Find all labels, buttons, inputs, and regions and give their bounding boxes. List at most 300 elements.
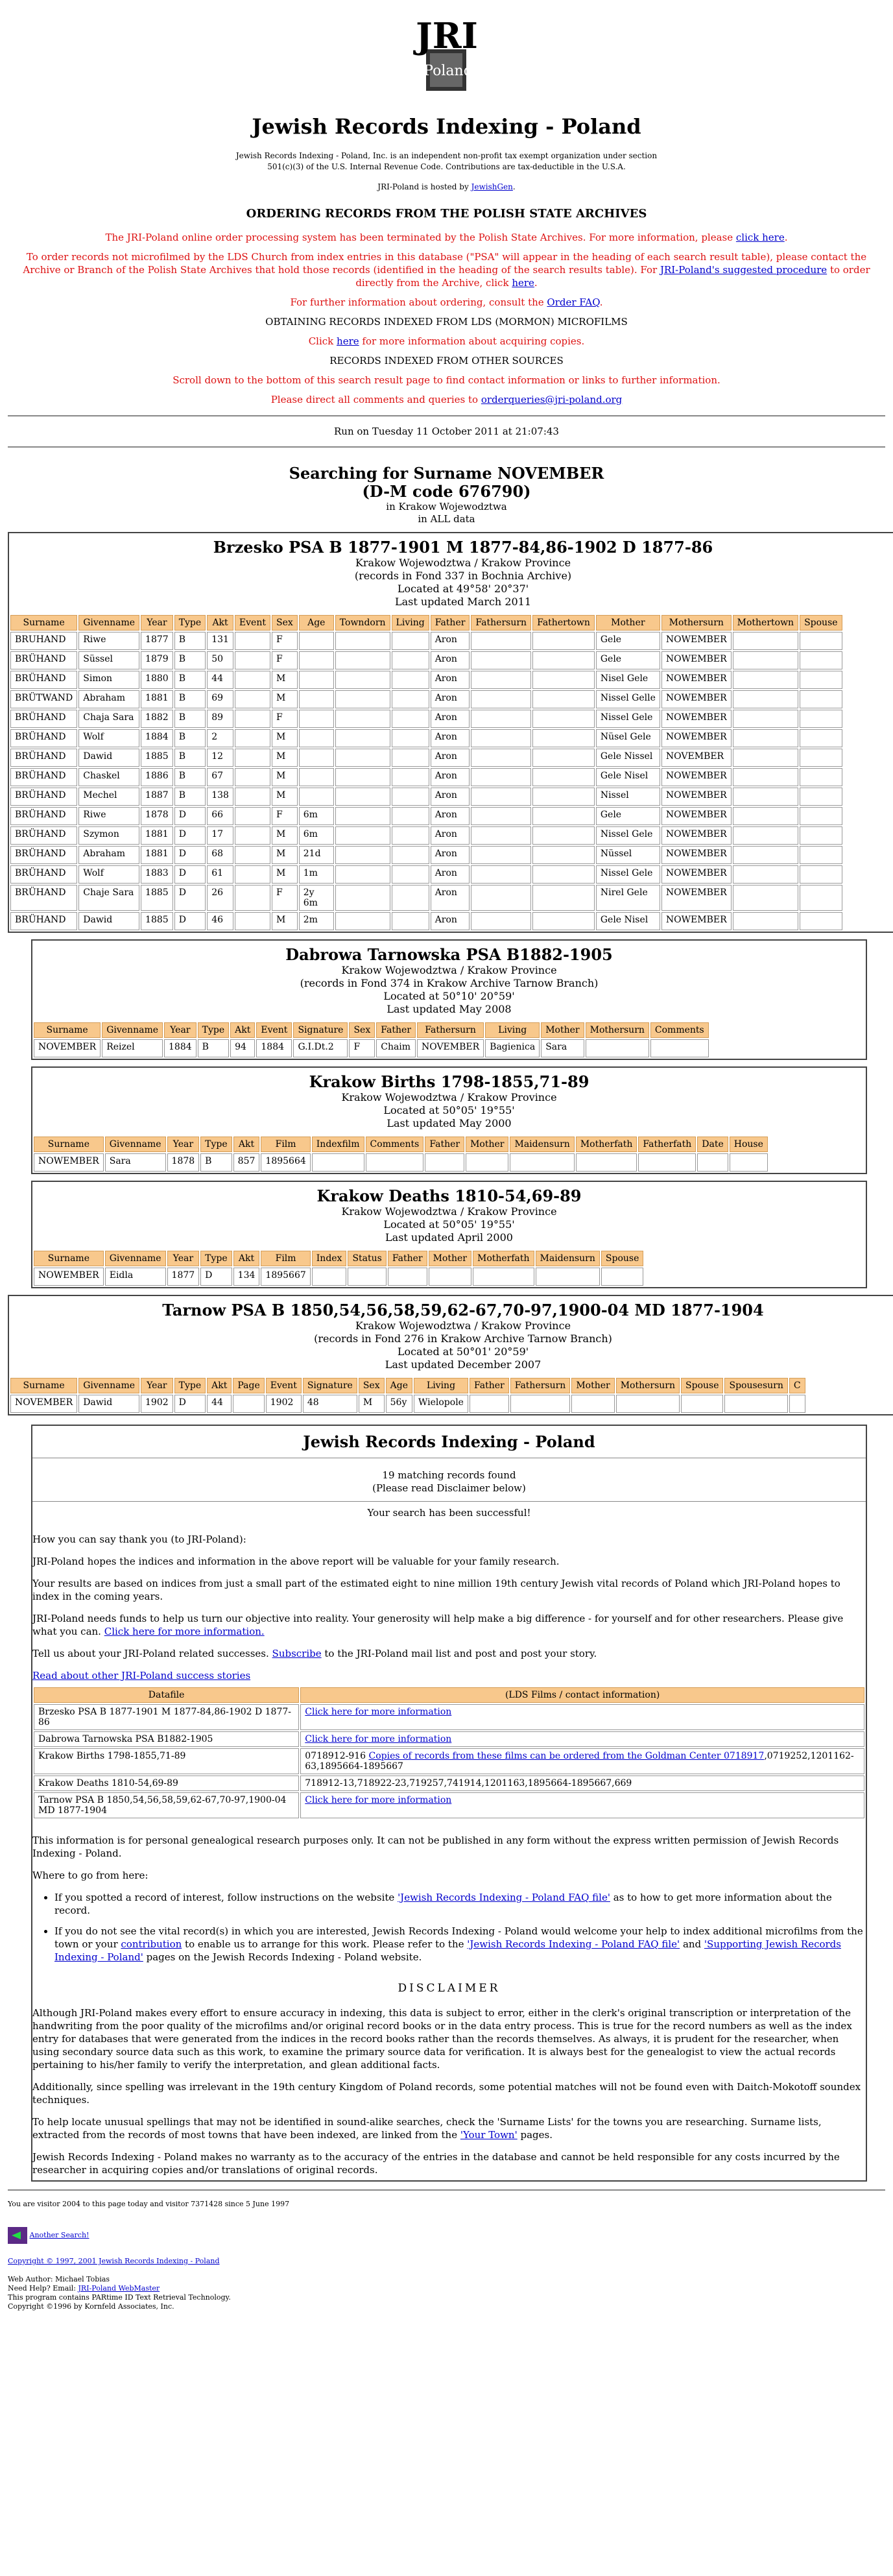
column-header: Type — [200, 1137, 232, 1152]
li1-text-a: If you spotted a record of interest, follow instructions on the website — [54, 1892, 398, 1903]
table-cell: Gele Nisel — [596, 912, 660, 930]
thank-you-question: How you can say thank you (to JRI-Poland): — [32, 1534, 246, 1545]
datafile-info-link[interactable]: Click here for more information — [305, 1707, 452, 1717]
disclaimer-p4: Jewish Records Indexing - Poland makes no warranty as to the accuracy of the entries in the database and cannot be held responsible for any costs incurred by the researcher in acquiring copies and/or translations of original records. — [32, 2151, 840, 2176]
table-cell — [800, 826, 842, 845]
table-cell — [733, 651, 798, 669]
table-cell: 1884 — [141, 729, 173, 747]
block-updated: Last updated December 2007 — [385, 1358, 542, 1371]
column-header: Motherfath — [576, 1137, 637, 1152]
table-cell: 6m — [299, 826, 334, 845]
table-cell: Nissel Gele — [596, 826, 660, 845]
table-row — [10, 651, 842, 669]
table-cell: 12 — [207, 749, 233, 767]
column-header: Surname — [34, 1251, 104, 1266]
table-cell — [510, 1153, 574, 1172]
table-cell — [789, 1395, 805, 1413]
table-cell — [335, 651, 390, 669]
table-cell — [299, 788, 334, 806]
table-cell: Aron — [431, 846, 470, 864]
column-header: Date — [697, 1137, 728, 1152]
table-cell: Nüssel — [596, 846, 660, 864]
table-cell — [800, 807, 842, 825]
table-cell: NOWEMBER — [661, 885, 732, 911]
block-updated: Last updated March 2011 — [394, 596, 532, 608]
donate-info-link[interactable]: Click here for more information. — [104, 1626, 265, 1637]
page-footer — [0, 2200, 893, 2311]
table-cell: M — [272, 788, 298, 806]
table-cell: Aron — [431, 651, 470, 669]
table-cell: Sara — [541, 1039, 584, 1057]
table-cell: BRÜHAND — [10, 885, 77, 911]
table-cell — [733, 912, 798, 930]
table-cell: Aron — [431, 690, 470, 708]
list-item — [54, 1925, 866, 1964]
copyright-link[interactable]: Copyright © 1997, 2001 Jewish Records Indexing - Poland — [8, 2257, 220, 2265]
ordering-p1 — [0, 231, 893, 244]
table-cell — [800, 690, 842, 708]
film-numbers: 0718912-916 — [305, 1751, 369, 1761]
table-cell: 1877 — [167, 1268, 200, 1286]
table-cell — [429, 1268, 471, 1286]
table-cell — [730, 1153, 768, 1172]
column-header: Year — [167, 1137, 200, 1152]
column-header: Surname — [10, 615, 77, 631]
contribution-link[interactable]: contribution — [121, 1938, 182, 1950]
column-header: Film — [261, 1251, 310, 1266]
another-search-row — [8, 2227, 885, 2244]
table-cell: Nüsel Gele — [596, 729, 660, 747]
ordering-p3 — [0, 296, 893, 309]
your-town-link[interactable]: 'Your Town' — [460, 2129, 518, 2141]
table-row — [34, 1268, 643, 1286]
table-cell — [235, 729, 270, 747]
table-cell: Abraham — [78, 846, 139, 864]
table-cell: BRÜHAND — [10, 729, 77, 747]
column-header: Sex — [349, 1022, 375, 1038]
block-meta — [32, 1205, 866, 1244]
table-cell — [425, 1153, 464, 1172]
table-cell: Aron — [431, 788, 470, 806]
table-row — [10, 807, 842, 825]
divider — [8, 2189, 885, 2191]
success-stories-link[interactable]: Read about other JRI-Poland success stories — [32, 1670, 251, 1681]
column-header: Status — [348, 1251, 386, 1266]
table-cell: 1882 — [141, 710, 173, 728]
table-cell: M — [272, 671, 298, 689]
ordering-p4-text2: for more information about acquiring copies. — [359, 335, 585, 347]
film-numbers-tail: ,0719252,1201162-63,1895664-1895667 — [305, 1751, 854, 1772]
column-header: Year — [141, 615, 173, 631]
table-cell: 50 — [207, 651, 233, 669]
table-cell — [335, 671, 390, 689]
back-arrow-icon[interactable] — [8, 2227, 27, 2244]
column-header: Spousesurn — [724, 1378, 787, 1393]
datafile-info — [300, 1792, 864, 1818]
records-table — [9, 614, 844, 932]
webmaster-link[interactable]: JRI-Poland WebMaster — [78, 2284, 160, 2293]
column-header: Mother — [596, 615, 660, 631]
column-header: Father — [425, 1137, 464, 1152]
datafile-info-link[interactable]: Click here for more information — [305, 1734, 452, 1744]
table-cell: M — [272, 912, 298, 930]
table-cell: G.I.Dt.2 — [293, 1039, 348, 1057]
table-cell: BRÜHAND — [10, 710, 77, 728]
table-cell: M — [359, 1395, 385, 1413]
datafile-name: Brzesko PSA B 1877-1901 M 1877-84,86-1902 D 1877-86 — [34, 1704, 299, 1730]
table-cell — [536, 1268, 600, 1286]
table-cell: F — [272, 885, 298, 911]
table-cell: 1887 — [141, 788, 173, 806]
column-header: Sex — [359, 1378, 385, 1393]
table-row — [10, 865, 842, 884]
table-cell — [733, 846, 798, 864]
table-cell: NOWEMBER — [661, 632, 732, 650]
table-cell: Gele Nissel — [596, 749, 660, 767]
table-cell: Gele — [596, 651, 660, 669]
table-cell — [471, 912, 531, 930]
table-cell — [235, 651, 270, 669]
table-cell: BRÜHAND — [10, 865, 77, 884]
table-cell — [733, 768, 798, 786]
search-summary — [0, 464, 893, 525]
table-cell — [392, 651, 429, 669]
column-header: Event — [266, 1378, 302, 1393]
table-cell — [471, 826, 531, 845]
psa-click-here-link[interactable]: click here — [735, 232, 785, 243]
table-row — [34, 1748, 864, 1774]
table-cell: Aron — [431, 807, 470, 825]
table-cell — [471, 865, 531, 884]
table-cell: 1880 — [141, 671, 173, 689]
thank-you-p4-end: to the JRI-Poland mail list and post and post your story. — [321, 1648, 597, 1659]
table-cell — [800, 788, 842, 806]
table-cell: Gele — [596, 807, 660, 825]
block-province: Krakow Wojewodztwa / Krakow Province — [355, 1319, 571, 1332]
table-cell: Nisel Gele — [596, 671, 660, 689]
order-direct-here-link[interactable]: here — [512, 277, 534, 289]
column-header: Father — [376, 1022, 416, 1038]
column-header: Akt — [207, 1378, 232, 1393]
table-cell — [532, 846, 595, 864]
ordering-section — [0, 207, 893, 406]
column-header: Page — [233, 1378, 264, 1393]
order-faq-link[interactable]: Order FAQ — [547, 296, 600, 308]
column-header: Mothersurn — [661, 615, 732, 631]
table-cell — [681, 1395, 723, 1413]
jri-poland-logo[interactable] — [401, 4, 492, 101]
table-cell — [733, 749, 798, 767]
table-cell: D — [174, 826, 206, 845]
disclaimer-note: (Please read Disclaimer below) — [372, 1482, 526, 1494]
column-header: Givenname — [78, 615, 139, 631]
ordering-p2-mid: to order directly from the Archive, click — [355, 264, 870, 289]
table-cell — [335, 710, 390, 728]
table-cell: BRÜTWAND — [10, 690, 77, 708]
lds-films-column-header: (LDS Films / contact information) — [300, 1687, 864, 1703]
search-scope: in ALL data — [418, 513, 475, 525]
thank-you-p3-text: JRI-Poland needs funds to help us turn our objective into reality. Your generosity will help make a big difference - for yourself and for other researchers. Please give what you can. — [32, 1613, 844, 1637]
lds-here-link[interactable]: here — [337, 335, 359, 347]
li1-text-b: as to how to get more information about the record. — [54, 1892, 832, 1916]
table-cell: Simon — [78, 671, 139, 689]
subscribe-link[interactable]: Subscribe — [272, 1648, 322, 1659]
table-cell — [532, 807, 595, 825]
li2-text-c: and — [680, 1938, 704, 1950]
table-cell — [312, 1153, 364, 1172]
table-cell: B — [200, 1153, 232, 1172]
table-cell — [733, 632, 798, 650]
table-cell: Wielopole — [414, 1395, 468, 1413]
table-cell — [733, 671, 798, 689]
table-cell — [576, 1153, 637, 1172]
table-cell — [733, 807, 798, 825]
table-cell: D — [200, 1268, 232, 1286]
column-header: Akt — [233, 1251, 260, 1266]
table-cell — [532, 826, 595, 845]
table-cell: B — [174, 768, 206, 786]
results-block-dabrowa — [31, 939, 867, 1060]
ordering-heading: ORDERING RECORDS FROM THE POLISH STATE ARCHIVES — [246, 207, 647, 221]
table-cell — [471, 768, 531, 786]
table-cell — [532, 632, 595, 650]
table-cell: NOVEMBER — [417, 1039, 484, 1057]
table-cell — [800, 768, 842, 786]
table-cell: NOWEMBER — [661, 651, 732, 669]
table-cell — [724, 1395, 787, 1413]
datafile-table — [32, 1686, 866, 1820]
disclaimer-p3-text: To help locate unusual spellings that may not be identified in sound-alike searches, check the 'Surname Lists' for the towns you are researching. Surname lists, extracted from the records of most towns that have been indexed, are linked from the — [32, 2116, 822, 2141]
table-cell — [235, 671, 270, 689]
block-meta — [32, 964, 866, 1016]
suggested-procedure-link[interactable]: JRI-Poland's suggested procedure — [660, 264, 828, 276]
table-cell: 17 — [207, 826, 233, 845]
table-cell — [471, 690, 531, 708]
table-cell — [800, 912, 842, 930]
table-cell — [471, 846, 531, 864]
table-cell: Gele — [596, 632, 660, 650]
datafile-column-header: Datafile — [34, 1687, 299, 1703]
table-cell: 21d — [299, 846, 334, 864]
table-header-row — [34, 1022, 709, 1038]
table-cell — [299, 710, 334, 728]
table-cell: BRÜHAND — [10, 788, 77, 806]
supporting-jri-link[interactable]: 'Supporting Jewish Records Indexing - Poland' — [54, 1938, 841, 1963]
table-cell — [532, 729, 595, 747]
block-province: Krakow Wojewodztwa / Krakow Province — [341, 964, 557, 976]
column-header: Event — [235, 615, 270, 631]
column-header: Fathertown — [532, 615, 595, 631]
table-cell: 131 — [207, 632, 233, 650]
table-cell: NOWEMBER — [661, 846, 732, 864]
table-cell: Nissel Gele — [596, 710, 660, 728]
records-table — [32, 1021, 710, 1059]
table-cell: 857 — [233, 1153, 260, 1172]
search-region: in Krakow Wojewodztwa — [386, 501, 507, 512]
table-header-row — [10, 615, 842, 631]
table-cell — [466, 1153, 508, 1172]
table-cell — [601, 1268, 643, 1286]
column-header: Akt — [233, 1137, 260, 1152]
personal-use-notice: This information is for personal genealogical research purposes only. It can not be published in any form without the express written permission of Jewish Records Indexing - Poland. — [32, 1835, 839, 1859]
table-cell — [235, 865, 270, 884]
table-cell — [235, 749, 270, 767]
column-header: Maidensurn — [510, 1137, 574, 1152]
table-cell: 46 — [207, 912, 233, 930]
table-row — [10, 788, 842, 806]
summary-box — [31, 1425, 867, 2182]
table-cell — [571, 1395, 614, 1413]
datafile-info — [300, 1731, 864, 1747]
table-cell — [392, 749, 429, 767]
table-cell: 48 — [303, 1395, 357, 1413]
datafile-info-link[interactable]: Click here for more information — [305, 1795, 452, 1805]
datafile-name: Krakow Deaths 1810-54,69-89 — [34, 1776, 299, 1791]
ordering-p6 — [0, 393, 893, 406]
jewishgen-link[interactable]: JewishGen — [471, 182, 513, 191]
table-row — [34, 1039, 709, 1057]
table-cell: M — [272, 826, 298, 845]
divider — [8, 415, 885, 416]
table-cell — [235, 912, 270, 930]
intro-line-2: 501(c)(3) of the U.S. Internal Revenue Code. Contributions are tax-deductible in the U.S.A. — [267, 162, 626, 171]
column-header: Spouse — [681, 1378, 723, 1393]
table-cell: 1886 — [141, 768, 173, 786]
table-cell — [471, 671, 531, 689]
table-cell — [335, 885, 390, 911]
table-cell: F — [272, 807, 298, 825]
table-cell — [800, 865, 842, 884]
table-cell: NOWEMBER — [661, 912, 732, 930]
block-province: Krakow Wojewodztwa / Krakow Province — [341, 1091, 557, 1103]
table-cell: Mechel — [78, 788, 139, 806]
table-cell: M — [272, 768, 298, 786]
table-cell — [532, 865, 595, 884]
table-cell — [638, 1153, 696, 1172]
column-header: Fathersurn — [471, 615, 531, 631]
table-row — [10, 885, 842, 911]
ordering-p1-end: . — [784, 232, 788, 243]
table-row — [10, 826, 842, 845]
column-header: Living — [392, 615, 429, 631]
table-cell: Chaja Sara — [78, 710, 139, 728]
disclaimer-p3-end: pages. — [517, 2129, 553, 2141]
thank-you-section — [32, 1533, 866, 1682]
another-search-link[interactable]: Another Search! — [29, 2231, 89, 2239]
column-header: Father — [470, 1378, 509, 1393]
table-cell — [650, 1039, 709, 1057]
table-cell: Aron — [431, 826, 470, 845]
table-cell — [532, 912, 595, 930]
column-header: Year — [164, 1022, 196, 1038]
column-header: Comments — [650, 1022, 709, 1038]
datafile-info — [300, 1748, 864, 1774]
ordering-p3-text: For further information about ordering, consult the — [290, 296, 547, 308]
datafile-info-link[interactable]: Copies of records from these films can be ordered from the Goldman Center 0718917 — [368, 1751, 765, 1761]
thank-you-p4 — [32, 1647, 866, 1660]
table-cell — [697, 1153, 728, 1172]
table-cell: 56y — [386, 1395, 412, 1413]
table-cell: BRUHAND — [10, 632, 77, 650]
table-cell — [392, 671, 429, 689]
table-cell — [800, 846, 842, 864]
table-cell — [392, 865, 429, 884]
column-header: C — [789, 1378, 805, 1393]
column-header: Index — [312, 1251, 347, 1266]
table-cell — [510, 1395, 571, 1413]
results-block-krakow-births — [31, 1066, 867, 1174]
faq-file-link[interactable]: 'Jewish Records Indexing - Poland FAQ file' — [398, 1892, 610, 1903]
search-dm-code: (D-M code 676790) — [362, 482, 531, 501]
table-cell — [366, 1153, 424, 1172]
table-row — [10, 846, 842, 864]
table-cell — [471, 749, 531, 767]
table-cell — [800, 632, 842, 650]
table-cell — [392, 912, 429, 930]
column-header: Age — [299, 615, 334, 631]
table-cell: NOWEMBER — [661, 807, 732, 825]
table-cell: Riwe — [78, 632, 139, 650]
column-header: Type — [174, 615, 206, 631]
table-cell: BRÜHAND — [10, 671, 77, 689]
table-cell: 1881 — [141, 690, 173, 708]
run-on-timestamp: Run on Tuesday 11 October 2011 at 21:07:43 — [334, 426, 559, 437]
table-cell: D — [174, 912, 206, 930]
match-count-text: 19 matching records found — [382, 1469, 516, 1481]
table-header-row — [34, 1687, 864, 1703]
column-header: Mother — [571, 1378, 614, 1393]
column-header: Mothertown — [733, 615, 798, 631]
records-table — [32, 1135, 769, 1173]
disclaimer-p3 — [32, 2115, 866, 2141]
table-cell — [235, 632, 270, 650]
table-cell — [299, 651, 334, 669]
table-cell: 1883 — [141, 865, 173, 884]
table-cell: BRÜHAND — [10, 807, 77, 825]
list-item — [54, 1891, 866, 1917]
table-cell: Wolf — [78, 865, 139, 884]
table-cell: 44 — [207, 671, 233, 689]
divider — [8, 446, 885, 448]
copyright-row — [8, 2257, 885, 2266]
column-header: Type — [174, 1378, 206, 1393]
column-header: Father — [431, 615, 470, 631]
table-cell — [470, 1395, 509, 1413]
column-header: Age — [386, 1378, 412, 1393]
page-header — [0, 4, 893, 193]
block-meta — [32, 1091, 866, 1130]
table-row — [10, 729, 842, 747]
orderqueries-email-link[interactable]: orderqueries@jri-poland.org — [481, 394, 623, 405]
table-cell: 1878 — [167, 1153, 200, 1172]
table-cell — [733, 885, 798, 911]
table-cell: 1902 — [141, 1395, 173, 1413]
table-cell: 2 — [207, 729, 233, 747]
results-block-tarnow — [8, 1295, 893, 1415]
table-cell: 1885 — [141, 749, 173, 767]
next-steps-list — [32, 1891, 866, 1964]
datafile-info — [300, 1776, 864, 1791]
column-header: Event — [256, 1022, 292, 1038]
column-header: Surname — [10, 1378, 77, 1393]
table-row — [10, 632, 842, 650]
records-table — [9, 1377, 807, 1414]
table-cell: NOVEMBER — [34, 1039, 101, 1057]
film-numbers: 718912-13,718922-23,719257,741914,1201163,1895664-1895667,669 — [305, 1778, 632, 1788]
faq-file-link-2[interactable]: 'Jewish Records Indexing - Poland FAQ file' — [467, 1938, 680, 1950]
logo-text-main: JRI — [415, 15, 478, 56]
table-row — [34, 1153, 768, 1172]
